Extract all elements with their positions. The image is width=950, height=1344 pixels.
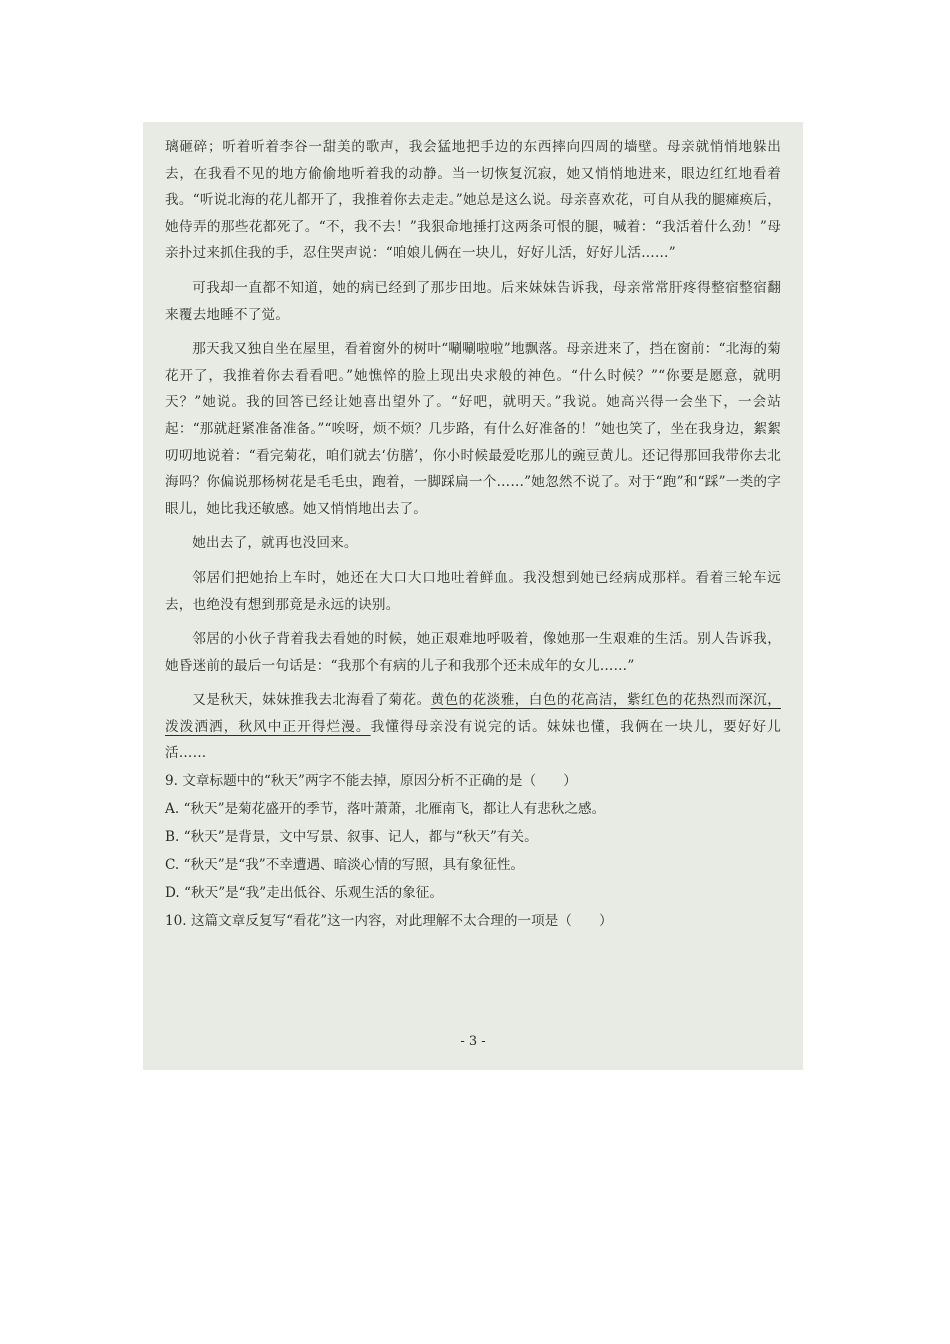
page-number: - 3 - bbox=[460, 1034, 486, 1049]
passage-paragraph-3: 那天我又独自坐在屋里，看着窗外的树叶“唰唰啦啦”地飘落。母亲进来了，挡在窗前：“北海的菊花开了，我推着你去看看吧。”她憔悴的脸上现出央求般的神色。“什么时候？”“你要是愿意，就明天？”她说。我的回答已经让她喜出望外了。“好吧，就明天。”我说。她高兴得一会坐下，一会站起：“那就赶紧准备准备。”“唉呀，烦不烦？几步路，有什么好准备的！”她也笑了，坐在我身边，絮絮叨叨地说着：“看完菊花，咱们就去‘仿膳’，你小时候最爱吃那儿的豌豆黄儿。还记得那回我带你去北海吗？你偏说那杨树花是毛毛虫，跑着，一脚踩扁一个……”她忽然不说了。对于“跑”和“踩”一类的字眼儿，她比我还敏感。她又悄悄地出去了。 bbox=[165, 341, 781, 517]
passage-paragraph-5: 邻居们把她抬上车时，她还在大口大口地吐着鲜血。我没想到她已经病成那样。看着三轮车远去，也绝没有想到那竟是永远的诀别。 bbox=[165, 569, 781, 613]
passage-paragraph-7 bbox=[165, 687, 781, 767]
question-9: 9. 文章标题中的“秋天”两字不能去掉，原因分析不正确的是（ ） bbox=[165, 773, 577, 790]
question-9-option-d: D. “秋天”是“我”走出低谷、乐观生活的象征。 bbox=[165, 885, 443, 902]
passage-paragraph-2: 可我却一直都不知道，她的病已经到了那步田地。后来妹妹告诉我，母亲常常肝疼得整宿整宿翻来覆去地睡不了觉。 bbox=[165, 279, 781, 323]
paragraph-7-tail: 我懂得母亲没有说完的话。妹妹也懂，我俩在一块儿，要好好儿活…… bbox=[165, 718, 781, 762]
scanned-page bbox=[143, 122, 803, 1070]
question-9-option-a: A. “秋天”是菊花盛开的季节，落叶萧萧，北雁南飞，都让人有悲秋之感。 bbox=[165, 801, 606, 818]
underlined-sentence: 黄色的花淡雅，白色的花高洁，紫红色的花热烈而深沉，泼泼洒洒，秋风中正开得烂漫。 bbox=[165, 692, 781, 735]
paragraph-7-lead: 又是秋天，妹妹推我去北海看了菊花。 bbox=[192, 692, 431, 709]
passage-paragraph-6: 邻居的小伙子背着我去看她的时候，她正艰难地呼吸着，像她那一生艰难的生活。别人告诉我，她昏迷前的最后一句话是：“我那个有病的儿子和我那个还未成年的女儿……” bbox=[165, 631, 781, 674]
question-10: 10. 这篇文章反复写“看花”这一内容，对此理解不太合理的一项是（ ） bbox=[165, 913, 613, 930]
passage-paragraph-4: 她出去了，就再也没回来。 bbox=[192, 535, 358, 552]
question-9-option-c: C. “秋天”是“我”不幸遭遇、暗淡心情的写照，具有象征性。 bbox=[165, 857, 525, 874]
passage-paragraph-1: 璃砸碎；听着听着李谷一甜美的歌声，我会猛地把手边的东西摔向四周的墙壁。母亲就悄悄地躲出去，在我看不见的地方偷偷地听着我的动静。当一切恢复沉寂，她又悄悄地进来，眼边红红地看着我。“听说北海的花儿都开了，我推着你去走走。”她总是这么说。母亲喜欢花，可自从我的腿瘫痪后，她侍弄的那些花都死了。“不，我不去！”我狠命地捶打这两条可恨的腿，喊着：“我活着什么劲！”母亲扑过来抓住我的手，忍住哭声说：“咱娘儿俩在一块儿，好好儿活，好好儿活……” bbox=[165, 139, 781, 262]
question-9-option-b: B. “秋天”是背景，文中写景、叙事、记人，都与“秋天”有关。 bbox=[165, 829, 538, 846]
